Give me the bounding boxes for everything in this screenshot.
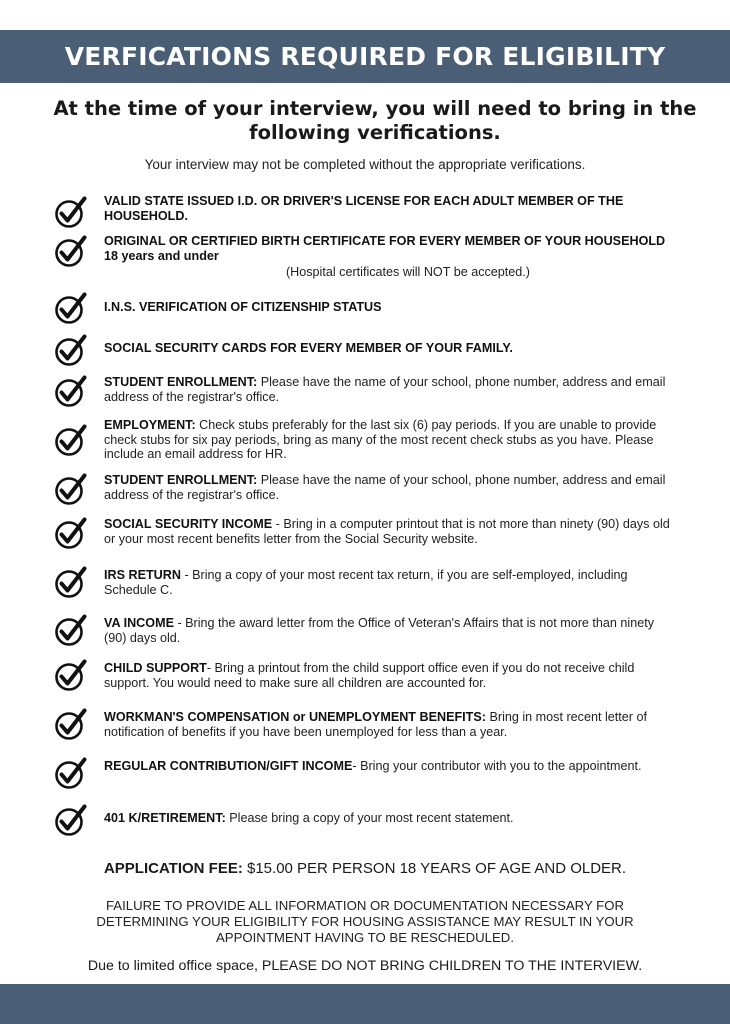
page-title: VERFICATIONS REQUIRED FOR ELIGIBILITY: [64, 42, 666, 71]
item-bold: ORIGINAL OR CERTIFIED BIRTH CERTIFICATE FOR EVERY MEMBER OF YOUR HOUSEHOLD 18 years and under: [104, 234, 666, 263]
item-bold: SOCIAL SECURITY CARDS FOR EVERY MEMBER OF YOUR FAMILY.: [104, 341, 513, 355]
checkmark-circle-icon: [54, 516, 88, 550]
item-note: (Hospital certificates will NOT be accepted.): [285, 265, 531, 279]
item-text: [104, 473, 672, 502]
item-bold: 401 K/RETIREMENT:: [104, 811, 226, 825]
item-detail: Please have the name of your school, phone number, address and email address of the registrar's office.: [104, 473, 666, 502]
fee-text: $15.00 PER PERSON 18 YEARS OF AGE AND OLDER.: [242, 860, 627, 877]
fee-label: APPLICATION FEE:: [103, 860, 243, 877]
header-band: [0, 30, 730, 83]
item-bold: I.N.S. VERIFICATION OF CITIZENSHIP STATUS: [104, 300, 382, 314]
item-text: [104, 811, 672, 826]
item-detail: - Bring in a computer printout that is not more than ninety (90) days old or your most recent benefits letter from the Social Security website.: [104, 517, 670, 546]
checkmark-circle-icon: [54, 613, 88, 647]
checkmark-circle-icon: [54, 472, 88, 506]
item-bold: STUDENT ENROLLMENT:: [104, 473, 258, 487]
item-detail: Check stubs preferably for the last six (6) pay periods. If you are unable to provide check stubs for six pay periods, bring as many of the most recent check stubs as you have. Please include an email address for HR.: [104, 418, 657, 461]
item-text: [104, 616, 672, 645]
item-text: [104, 194, 672, 223]
intro-subnote: Your interview may not be completed without the appropriate verifications.: [144, 157, 586, 172]
item-detail: Bring in most recent letter of notification of benefits if you have been unemployed for less than a year.: [104, 710, 647, 739]
item-bold: REGULAR CONTRIBUTION/GIFT INCOME: [104, 759, 353, 773]
checkmark-circle-icon: [54, 291, 88, 325]
item-detail: Please have the name of your school, phone number, address and email address of the registrar's office.: [104, 375, 666, 404]
checkmark-circle-icon: [54, 423, 88, 457]
item-text: [104, 418, 672, 462]
item-text: [104, 234, 672, 280]
item-text: [104, 661, 672, 690]
item-bold: STUDENT ENROLLMENT:: [104, 375, 258, 389]
item-bold: VA INCOME: [104, 616, 174, 630]
item-text: [104, 375, 672, 404]
checkmark-circle-icon: [54, 565, 88, 599]
checkmark-circle-icon: [54, 333, 88, 367]
item-text: [104, 710, 672, 739]
item-text: [104, 300, 672, 315]
item-bold: IRS RETURN: [104, 568, 181, 582]
checkmark-circle-icon: [54, 658, 88, 692]
item-bold: SOCIAL SECURITY INCOME: [104, 517, 273, 531]
item-detail: - Bring a printout from the child support office even if you do not receive child support. You would need to make sure all children are accounted for.: [104, 661, 635, 690]
item-text: [104, 517, 672, 546]
item-detail: Please bring a copy of your most recent statement.: [225, 811, 514, 825]
item-text: [104, 341, 672, 356]
checkmark-circle-icon: [54, 707, 88, 741]
checkmark-circle-icon: [54, 374, 88, 408]
item-text: [104, 759, 672, 774]
checkmark-circle-icon: [54, 195, 88, 229]
warning-notice: FAILURE TO PROVIDE ALL INFORMATION OR DOCUMENTATION NECESSARY FOR DETERMINING YOUR ELIGIBILITY FOR HOUSING ASSISTANCE MAY RESULT IN YOUR APPOINTMENT HAVING TO BE RESCHEDULED.: [96, 898, 634, 945]
item-detail: - Bring your contributor with you to the appointment.: [352, 759, 642, 773]
checkmark-circle-icon: [54, 803, 88, 837]
item-bold: WORKMAN'S COMPENSATION or UNEMPLOYMENT BENEFITS:: [104, 710, 486, 724]
item-detail: - Bring the award letter from the Office of Veteran's Affairs that is not more than ninety (90) days old.: [104, 616, 655, 645]
footer-band: [0, 984, 730, 1024]
intro-heading: At the time of your interview, you will need to bring in the following verifications.: [53, 97, 697, 144]
item-bold: VALID STATE ISSUED I.D. OR DRIVER'S LICENSE FOR EACH ADULT MEMBER OF THE HOUSEHOLD.: [104, 194, 624, 223]
checkmark-circle-icon: [54, 234, 88, 268]
children-notice: Due to limited office space, PLEASE DO NOT BRING CHILDREN TO THE INTERVIEW.: [87, 958, 643, 974]
checkmark-circle-icon: [54, 756, 88, 790]
application-fee: [0, 860, 730, 877]
item-bold: EMPLOYMENT:: [104, 418, 196, 432]
item-bold: CHILD SUPPORT: [104, 661, 207, 675]
item-text: [104, 568, 672, 597]
item-detail: - Bring a copy of your most recent tax return, if you are self-employed, including Schedule C.: [104, 568, 628, 597]
